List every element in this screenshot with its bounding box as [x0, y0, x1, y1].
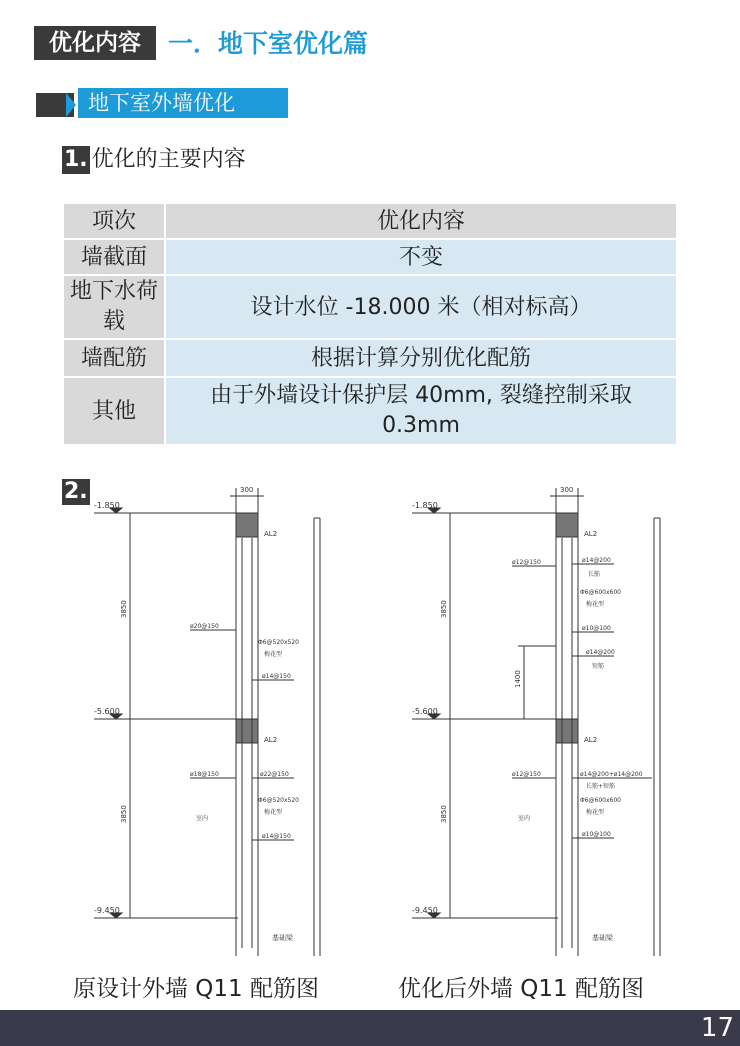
table-cell-item: 墙截面 [63, 239, 165, 275]
drawing-label: ø12@150 [512, 559, 541, 566]
subsection-1-title: 优化的主要内容 [91, 147, 246, 172]
header-category-label: 优化内容 [34, 26, 156, 60]
drawing-label: AL2 [584, 736, 598, 744]
drawing-label: 基础梁 [272, 934, 293, 942]
drawing-label: Φ6@520x520 [258, 639, 299, 646]
drawing-label: ø14@150 [262, 673, 291, 680]
dim-label: 3850 [120, 600, 128, 618]
width-dim-label: 300 [240, 486, 254, 494]
drawing-label: ø10@100 [582, 831, 611, 838]
drawing-label: Φ6@520x520 [258, 797, 299, 804]
table-header-row [63, 203, 677, 239]
drawing-label: 基础梁 [592, 934, 613, 942]
table-cell-content: 不变 [165, 239, 677, 275]
drawing-label: 长筋 [588, 571, 601, 578]
drawing-label: 梅花型 [264, 809, 283, 816]
elevation-label: -9.450 [412, 906, 438, 915]
drawing-label: AL2 [584, 530, 598, 538]
table-cell-content: 设计水位 -18.000 米（相对标高） [165, 275, 677, 339]
drawing-label: ø14@200 [586, 649, 615, 656]
table-cell-item: 地下水荷载 [63, 275, 165, 339]
drawing-label: AL2 [264, 530, 278, 538]
dim-label: 3850 [120, 805, 128, 823]
table-row [63, 239, 677, 275]
drawing-label: ø14@200 [582, 557, 611, 564]
table-cell-item: 其他 [63, 377, 165, 445]
drawing-label: Φ6@600x600 [580, 589, 621, 596]
elevation-label: -5.600 [94, 707, 120, 716]
subsection-1-heading [62, 146, 246, 174]
drawing-label: ø14@200+ø14@200 [580, 771, 643, 778]
drawing-label: 长筋+短筋 [586, 783, 616, 790]
drawing-label: AL2 [264, 736, 278, 744]
width-dim-label: 300 [560, 486, 574, 494]
section-title: 地下室外墙优化 [78, 88, 288, 118]
table-header-content: 优化内容 [165, 203, 677, 239]
dim-label: 3850 [440, 805, 448, 823]
drawing-label: ø14@150 [262, 833, 291, 840]
drawing-label: 梅花型 [586, 809, 605, 816]
drawing-label: ø22@150 [260, 771, 289, 778]
table-cell-item: 墙配筋 [63, 339, 165, 377]
drawing-original [86, 478, 356, 968]
drawing-caption-original: 原设计外墙 Q11 配筋图 [73, 976, 319, 1002]
drawing-label: ø18@150 [190, 771, 219, 778]
drawing-label: ø12@150 [512, 771, 541, 778]
table-cell-content: 由于外墙设计保护层 40mm, 裂缝控制采取 0.3mm [165, 377, 677, 445]
drawing-caption-optimized: 优化后外墙 Q11 配筋图 [398, 976, 644, 1002]
elevation-label: -1.850 [94, 501, 120, 510]
table-row [63, 377, 677, 445]
table-cell-content: 根据计算分别优化配筋 [165, 339, 677, 377]
drawing-label: 梅花型 [586, 601, 605, 608]
subsection-1-number: 1. [64, 147, 88, 172]
elevation-label: -9.450 [94, 906, 120, 915]
page-number: 17 [700, 1013, 734, 1043]
subsection-2-number: 2. [64, 479, 88, 504]
elevation-label: -1.850 [412, 501, 438, 510]
drawing-label: 梅花型 [264, 651, 283, 658]
drawing-optimized [408, 478, 682, 968]
dim-label: 1400 [514, 670, 522, 688]
elevation-label: -5.600 [412, 707, 438, 716]
dim-label: 3850 [440, 600, 448, 618]
section-arrow-icon [66, 93, 76, 117]
page-title: 一．地下室优化篇 [168, 29, 369, 58]
table-row [63, 275, 677, 339]
drawing-label: 短筋 [592, 663, 605, 670]
table-row [63, 339, 677, 377]
drawing-label: 室内 [196, 815, 209, 822]
drawing-label: Φ6@600x600 [580, 797, 621, 804]
footer-bar [0, 1010, 740, 1046]
drawing-label: 室内 [518, 815, 531, 822]
optimization-table [62, 202, 678, 446]
drawing-label: ø10@100 [582, 625, 611, 632]
drawing-label: ø20@150 [190, 623, 219, 630]
table-header-item: 项次 [63, 203, 165, 239]
